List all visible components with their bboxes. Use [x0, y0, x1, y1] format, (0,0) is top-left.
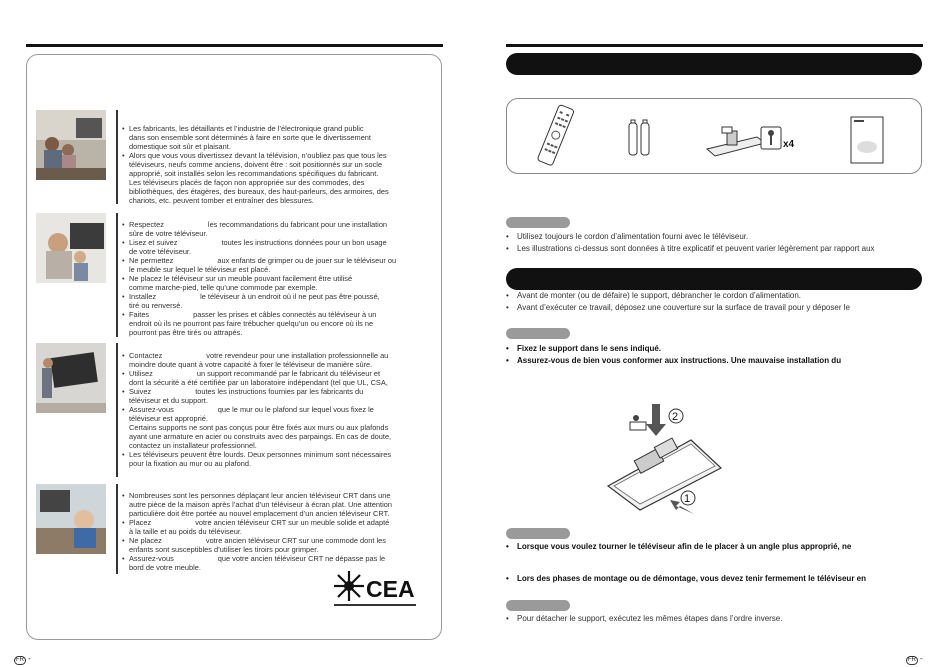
section-line: autre pièce de la maison après l’achat d’un téléviseur à écran plat. Une attention — [129, 500, 392, 509]
section-line — [120, 220, 432, 229]
bullet-line: • Lors des phases de montage ou de démontage, vous devez tenir fermement le téléviseur en — [506, 573, 926, 585]
fr-language-badge: FR — [16, 657, 24, 663]
section-line: pourront pas être tirés ou attrapés. — [129, 328, 243, 337]
stand-icon — [707, 127, 765, 156]
step-1-label: 1 — [684, 493, 691, 505]
section-line: bord de votre meuble. — [129, 563, 201, 572]
section-line: de votre téléviseur. — [129, 247, 192, 256]
manual-icon — [851, 117, 883, 163]
left-page-number: FR - — [16, 654, 31, 663]
left-top-rule — [26, 44, 443, 47]
section-line: • Nombreuses sont les personnes déplaçant leur ancien téléviseur CRT dans une — [120, 491, 432, 500]
line-rest: passer les prises et câbles connectés au téléviseur à un — [193, 310, 377, 319]
remote-control-icon — [537, 104, 574, 166]
bullet-line: • Avant d’exécuter ce travail, déposez une couverture sur la surface de travail pour y déposer le — [506, 302, 926, 314]
line-rest: toutes les instructions données pour un bon usage — [221, 238, 387, 247]
section-line: • Les fabricants, les détaillants et l’industrie de l’électronique grand public — [120, 124, 432, 133]
caution-text — [506, 343, 926, 366]
section-line: Les téléviseurs placés de façon non appropriée sur des commodes, des — [129, 178, 365, 187]
section-text — [120, 351, 432, 468]
cea-logo — [332, 570, 422, 608]
crt-tv-child-photo — [36, 484, 106, 554]
lead-word: Respectez — [129, 220, 164, 229]
section-line: sûre de votre téléviseur. — [129, 229, 208, 238]
section-line — [120, 518, 432, 527]
lead-word: Ne permettez — [129, 256, 174, 265]
detach-line: • Pour détacher le support, exécutez les mêmes étapes dans l’ordre inverse. — [506, 613, 926, 625]
lead-word: Suivez — [129, 387, 152, 396]
section-line: • Ne placez le téléviseur sur un meuble pouvant facilement être utilisé — [120, 274, 432, 283]
line-rest: le téléviseur à un endroit où il ne peut pas être poussé, — [200, 292, 380, 301]
caution-label-pill — [506, 328, 570, 339]
family-watching-tv-photo — [36, 110, 106, 180]
section-line: comme marche-pied, telle qu’une commode par exemple. — [129, 283, 318, 292]
line-rest: votre revendeur pour une installation professionnelle au — [206, 351, 389, 360]
section-divider-line — [116, 343, 118, 477]
section-line — [120, 310, 432, 319]
section-line: téléviseur et du support. — [129, 396, 208, 405]
lead-word: Lisez et suivez — [129, 238, 178, 247]
section-line — [120, 554, 432, 563]
bullet-line: • Fixez le support dans le sens indiqué. — [506, 343, 926, 355]
section-line: téléviseurs, neufs comme anciens, doivent être : soit positionnés sur un socle — [129, 160, 383, 169]
section-line: téléviseur est approprié. — [129, 414, 208, 423]
cea-logo-text: CEA — [366, 576, 415, 602]
right-page-number: FR - — [908, 654, 923, 663]
lead-word: Installez — [129, 292, 157, 301]
fr-language-badge: FR — [908, 657, 916, 663]
section-line: le meuble sur lequel le téléviseur est placé. — [129, 265, 271, 274]
section-line: domestique soit sûr et plaisant. — [129, 142, 231, 151]
section-line: dans son ensemble sont déterminés à faire en sorte que le divertissement — [129, 133, 371, 142]
bullet-line: • Assurez-vous de bien vous conformer aux instructions. Une mauvaise installation du — [506, 355, 926, 367]
bullet-line: • Utilisez toujours le cordon d’alimentation fourni avec le téléviseur. — [506, 231, 926, 243]
section-line: enfants sont susceptibles d’utiliser les tiroirs pour grimper. — [129, 545, 319, 554]
section-line: pour la fixation au mur ou au plafond. — [129, 459, 252, 468]
section-divider-line — [116, 213, 118, 337]
section-line: ayant une armature en acier ou construits avec des parpaings. En cas de doute, — [129, 432, 392, 441]
lead-word: Ne placez — [129, 536, 162, 545]
screw-quantity-label: x4 — [783, 139, 795, 150]
section-line: moindre doute quant à votre capacité à fixer le téléviseur de manière sûre. — [129, 360, 373, 369]
section-divider-line — [116, 110, 118, 204]
bullet-line: • Avant de monter (ou de défaire) le support, débrancher le cordon d’alimentation. — [506, 290, 926, 302]
lead-word: Faites — [129, 310, 150, 319]
section-text — [120, 491, 432, 572]
caution-text-2 — [506, 541, 926, 553]
bullet-line: • Lorsque vous voulez tourner le téléviseur afin de le placer à un angle plus approprié, ne — [506, 541, 926, 553]
note-text — [506, 231, 926, 254]
section-line: contactez un installateur professionnel. — [129, 441, 257, 450]
section-line — [120, 292, 432, 301]
line-rest: toutes les instructions fournies par les fabricants du — [195, 387, 364, 396]
screw-icon — [761, 127, 795, 150]
lead-word: Placez — [129, 518, 152, 527]
lead-word: Utilisez — [129, 369, 153, 378]
section-line — [120, 369, 432, 378]
section-text — [120, 124, 432, 205]
batteries-icon — [629, 120, 649, 155]
caution-text-3 — [506, 573, 926, 585]
section-line — [120, 405, 432, 414]
line-rest: les recommandations du fabricant pour une installation — [207, 220, 388, 229]
accessories-box — [506, 98, 922, 174]
lead-word: Assurez-vous — [129, 405, 174, 414]
line-rest: un support recommandé par le fabricant du téléviseur et — [196, 369, 381, 378]
caution-label-pill-2 — [506, 528, 570, 539]
section-line: dont la sécurité a été certifiée par un laboratoire indépendant (tel que UL, CSA, — [129, 378, 388, 387]
section-line: • Les téléviseurs peuvent être lourds. Deux personnes minimum sont nécessaires — [120, 450, 432, 459]
stand-text — [506, 290, 926, 313]
note-label-pill-2 — [506, 600, 570, 611]
section-line: • Alors que vous vous divertissez devant la télévision, n’oubliez pas que tous les — [120, 151, 432, 160]
step-2-label: 2 — [672, 411, 679, 423]
section-line: endroit où ils ne pourront pas faire trébucher quelqu’un ou encore où ils ne — [129, 319, 374, 328]
line-rest: votre ancien téléviseur CRT sur un meuble solide et adapté — [195, 518, 390, 527]
section-line — [120, 256, 432, 265]
section-line — [120, 387, 432, 396]
section-line: approprié, soit installés selon les recommandations spécifiques du fabricant. — [129, 169, 379, 178]
wall-mounted-tv-photo — [36, 343, 106, 413]
section-text — [120, 220, 432, 337]
line-rest: votre ancien téléviseur CRT sur une commode dont les — [205, 536, 386, 545]
stand-installation-illustration — [596, 402, 726, 520]
bullet-line: • Les illustrations ci-dessus sont données à titre explicatif et peuvent varier légèrement par rapport aux — [506, 243, 926, 255]
line-rest: aux enfants de grimper ou de jouer sur le téléviseur ou — [217, 256, 397, 265]
child-with-tv-photo — [36, 213, 106, 283]
section-line: tiré ou renversé. — [129, 301, 183, 310]
line-rest: que votre ancien téléviseur CRT ne dépasse pas le — [217, 554, 386, 563]
note-label-pill — [506, 217, 570, 228]
section-line: chariots, etc. peuvent tomber et entraîner des blessures. — [129, 196, 314, 205]
section-line: Certains supports ne sont pas conçus pour être fixés aux murs ou aux plafonds — [129, 423, 389, 432]
section-divider-line — [116, 484, 118, 574]
section-line — [120, 351, 432, 360]
lead-word: Contactez — [129, 351, 163, 360]
line-rest: que le mur ou le plafond sur lequel vous fixez le — [217, 405, 374, 414]
section-line: à la taille et au poids du téléviseur. — [129, 527, 242, 536]
section-line: bibliothèques, des étagères, des bureaux, des haut-parleurs, des armoires, des — [129, 187, 389, 196]
section-line — [120, 536, 432, 545]
detach-text — [506, 613, 926, 625]
section-line: particulière doit être portée au nouvel emplacement d’un ancien téléviseur CRT. — [129, 509, 390, 518]
section-line — [120, 238, 432, 247]
stand-header-bar — [506, 268, 922, 290]
right-top-rule — [506, 44, 923, 47]
accessories-header-bar — [506, 53, 922, 75]
lead-word: Assurez-vous — [129, 554, 174, 563]
